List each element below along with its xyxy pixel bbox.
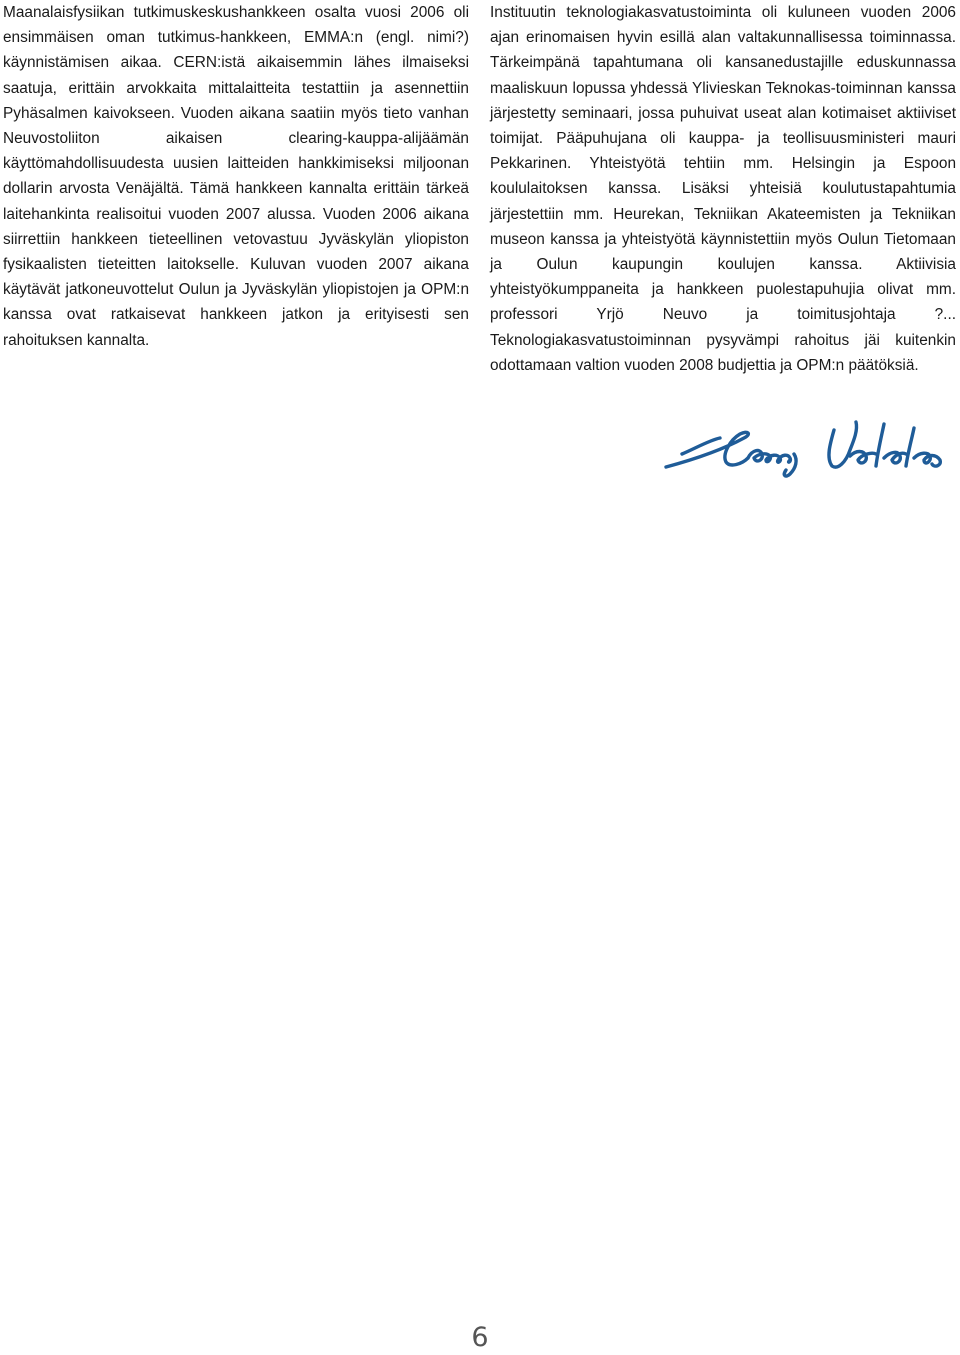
signature-stroke-7	[876, 424, 884, 466]
signature-icon	[662, 410, 946, 480]
page-number: 6	[471, 1322, 489, 1353]
signature-stroke-5	[829, 422, 857, 467]
signature-stroke-6	[850, 452, 876, 463]
left-column-paragraph: Maanalaisfysiikan tutkimuskeskushankkeen osalta vuosi 2006 oli ensimmäisen oman tutkimus-hankkeen, EMMA:n (engl. nimi?) käynnistämisen aikaa. CERN:istä aikaisemmin lähes ilmaiseksi saatuja, erittäin arvokkaita mittalaitteita testattiin ja asennettiin Pyhäsalmen kaivokseen. Vuoden aikana saatiin myös tieto vanhan Neuvostoliiton aikaisen clearing-kauppa-alijäämän käyttömahdollisuudesta uusien laitteiden hankkimiseksi miljoonan dollarin arvosta Venäjältä. Tämä hankkeen kannalta erittäin tärkeä laitehankinta realisoitui vuoden 2007 alussa. Vuoden 2006 aikana siirrettiin hankkeen tieteellinen vetovastuu Jyväskylän yliopiston fysikaalisten tieteitten laitokselle. Kuluvan vuoden 2007 aikana käytävät jatkoneuvottelut Oulun ja Jyväskylän yliopistojen ja OPM:n kanssa ovat ratkaisevat hankkeen jatkon ja erityisesti sen rahoituksen kannalta.	[3, 4, 469, 349]
signature-stroke-1	[666, 432, 748, 467]
right-column	[490, 0, 956, 378]
signature-stroke-8	[884, 452, 906, 463]
signature-drawing	[662, 410, 946, 480]
signature-stroke-10	[914, 453, 940, 466]
signature-stroke-3	[748, 451, 790, 463]
right-column-paragraph: Instituutin teknologiakasvatustoiminta oli kuluneen vuoden 2006 ajan erinomaisen hyvin esillä alan valtakunnallisessa toiminnassa. Tärkeimpänä tapahtumana oli kansanedustajille eduskunnassa maaliskuun lopussa yhdessä Ylivieskan Teknokas-toiminnan kanssa järjestetty seminaari, jossa puhuivat useat alan kotimaiset aktiiviset toimijat. Pääpuhujana oli kauppa- ja teollisuusministeri mauri Pekkarinen. Yhteistyötä tehtiin mm. Helsingin ja Espoon koululaitoksen kanssa. Lisäksi yhteisiä koulutustapahtumia järjestettiin mm. Heurekan, Tekniikan Akateemisten ja Tekniikan museon kanssa ja yhteistyötä käynnistettiin myös Oulun Tietomaan ja Oulun kaupungin koulujen kanssa. Aktiivisia yhteistyökumppaneita ja hankkeen puolestapuhujia olivat mm. professori Yrjö Neuvo ja toimitusjohtaja ?... Teknologiakasvatustoiminnan pysyvämpi rahoitus jäi kuitenkin odottamaan valtion vuoden 2008 budjettia ja OPM:n päätöksiä.	[490, 4, 956, 374]
signature-stroke-9	[906, 428, 914, 466]
left-column	[3, 0, 469, 353]
